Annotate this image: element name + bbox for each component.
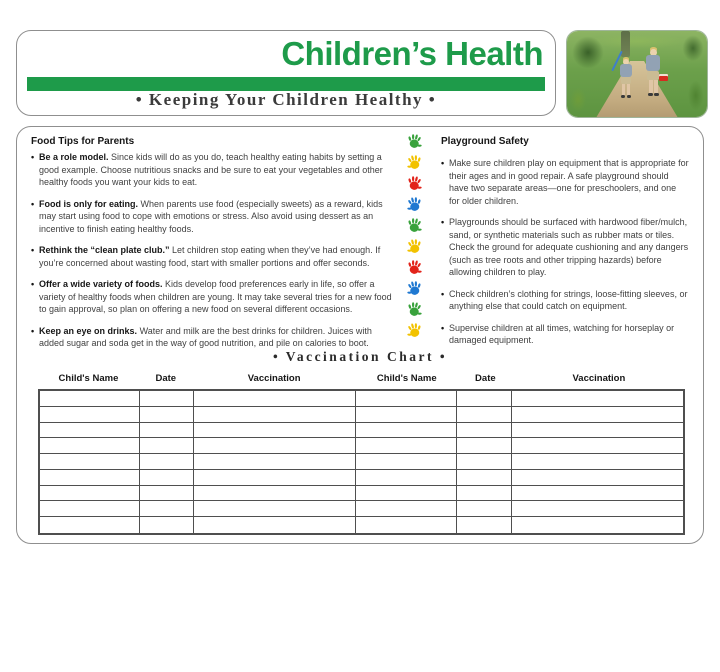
vaccination-cell — [40, 470, 140, 486]
vaccination-cell — [512, 454, 683, 470]
page-subtitle: • Keeping Your Children Healthy • — [135, 90, 437, 109]
vaccination-cell — [457, 423, 512, 439]
boy-figure-right — [645, 48, 661, 104]
vaccination-cell — [40, 517, 140, 533]
vaccination-cell — [140, 438, 193, 454]
vaccination-cell — [140, 423, 193, 439]
vaccination-cell — [40, 454, 140, 470]
accent-bar — [27, 77, 545, 91]
vaccination-cell — [356, 391, 458, 407]
vaccination-cell — [512, 517, 683, 533]
handprint-icon — [404, 319, 424, 340]
vaccination-cell — [40, 438, 140, 454]
vaccination-cell — [457, 517, 512, 533]
playground-item: • Supervise children at all times, watching for horseplay or damaged equipment. — [449, 322, 689, 347]
handprint-icon — [404, 193, 424, 214]
playground-item: • Check children’s clothing for strings, loose-fitting sleeves, or anything else that could catch on equipment. — [449, 288, 689, 313]
playground-item: • Playgrounds should be surfaced with hardwood fiber/mulch, sand, or synthetic materials such as rubber mats or tiles. Check the ground for adequate cushioning and any dangers (such as tree roots and other tripping hazards) before allowing children to play. — [449, 216, 689, 279]
vaccination-cell — [194, 407, 356, 423]
playground-section — [441, 136, 689, 356]
vaccination-cell — [140, 407, 193, 423]
tackle-box — [659, 74, 668, 81]
vaccination-column-header: Date — [475, 373, 496, 384]
vaccination-cell — [140, 454, 193, 470]
vaccination-column-headers — [38, 373, 685, 384]
vaccination-cell — [40, 407, 140, 423]
vaccination-cell — [457, 501, 512, 517]
boy-figure-left — [619, 58, 633, 104]
vaccination-cell — [356, 470, 458, 486]
vaccination-cell — [512, 438, 683, 454]
food-tip-item: • Food is only for eating. When parents use food (especially sweets) as a reward, kids may start using food to cope with emotions or stress. Also avoid using dessert as an incentive to finish eating healthy foods. — [39, 198, 393, 236]
handprints-divider — [403, 132, 425, 342]
vaccination-column-header: Date — [155, 373, 177, 384]
vaccination-cell — [40, 423, 140, 439]
vaccination-cell — [140, 470, 193, 486]
vaccination-cell — [356, 501, 458, 517]
vaccination-cell — [356, 454, 458, 470]
vaccination-column-header: Vaccination — [572, 373, 626, 384]
vaccination-cell — [140, 517, 193, 533]
handprint-icon — [404, 277, 424, 298]
handprint-icon — [404, 214, 424, 235]
vaccination-cell — [356, 486, 458, 502]
vaccination-cell — [356, 423, 458, 439]
vaccination-cell — [40, 391, 140, 407]
vaccination-cell — [194, 423, 356, 439]
food-tip-item: • Be a role model. Since kids will do as you do, teach healthy eating habits by setting a good example. Choose nutritious snacks and be sure to eat your vegetables and other healthy foods you want your kids to eat. — [39, 151, 393, 189]
handprint-icon — [404, 172, 424, 193]
vaccination-column-header: Vaccination — [247, 373, 301, 384]
vaccination-cell — [194, 454, 356, 470]
handprint-icon — [404, 256, 424, 277]
vaccination-cell — [194, 517, 356, 533]
vaccination-chart-title: • Vaccination Chart • — [272, 349, 448, 364]
food-tip-item: • Rethink the “clean plate club.” Let children stop eating when they’ve had enough. If you’re concerned about wasting food, start with smaller portions and offer seconds. — [39, 244, 393, 269]
vaccination-cell — [194, 470, 356, 486]
vaccination-cell — [194, 486, 356, 502]
handprint-icon — [404, 298, 424, 319]
vaccination-cell — [194, 501, 356, 517]
page-title: Children’s Health — [281, 35, 543, 72]
handprint-icon — [404, 130, 424, 151]
vaccination-column-header: Child's Name — [58, 373, 119, 384]
food-tips-section — [31, 136, 393, 359]
vaccination-cell — [512, 470, 683, 486]
vaccination-cell — [356, 517, 458, 533]
food-tips-list — [31, 151, 393, 350]
food-tip-item: • Keep an eye on drinks. Water and milk are the best drinks for children. Juices with added sugar and soda get in the way of good nutrition, and pile on calories to boot. — [39, 325, 393, 350]
handprint-icon — [404, 235, 424, 256]
vaccination-cell — [356, 438, 458, 454]
vaccination-cell — [457, 407, 512, 423]
vaccination-cell — [457, 391, 512, 407]
vaccination-column-header: Child's Name — [376, 373, 437, 384]
masthead — [16, 30, 556, 116]
handprint-icon — [404, 151, 424, 172]
playground-list — [441, 157, 689, 347]
header — [16, 30, 708, 116]
vaccination-cell — [194, 438, 356, 454]
vaccination-cell — [512, 423, 683, 439]
vaccination-cell — [512, 407, 683, 423]
vaccination-cell — [140, 391, 193, 407]
vaccination-cell — [457, 486, 512, 502]
photo-tree-trunk — [621, 31, 630, 57]
food-tips-heading: Food Tips for Parents — [31, 136, 135, 147]
vaccination-cell — [512, 501, 683, 517]
vaccination-cell — [140, 501, 193, 517]
vaccination-cell — [40, 501, 140, 517]
vaccination-cell — [40, 486, 140, 502]
food-tip-item: • Offer a wide variety of foods. Kids develop food preferences early in life, so offer a variety of healthy foods when children are young. It may take several tries for a new food to gain approval, so plan on offering a new food on several different occasions. — [39, 278, 393, 316]
vaccination-cell — [457, 454, 512, 470]
vaccination-cell — [457, 438, 512, 454]
vaccination-table — [38, 389, 685, 535]
vaccination-cell — [194, 391, 356, 407]
playground-item: • Make sure children play on equipment that is appropriate for their ages and in good repair. A safe playground should have two separate areas—one for preschoolers, and one for older children. — [449, 157, 689, 207]
vaccination-cell — [512, 391, 683, 407]
vaccination-cell — [356, 407, 458, 423]
vaccination-cell — [140, 486, 193, 502]
vaccination-cell — [512, 486, 683, 502]
playground-heading: Playground Safety — [441, 136, 529, 147]
content-panel — [16, 126, 704, 544]
children-photo — [566, 30, 708, 118]
vaccination-cell — [457, 470, 512, 486]
